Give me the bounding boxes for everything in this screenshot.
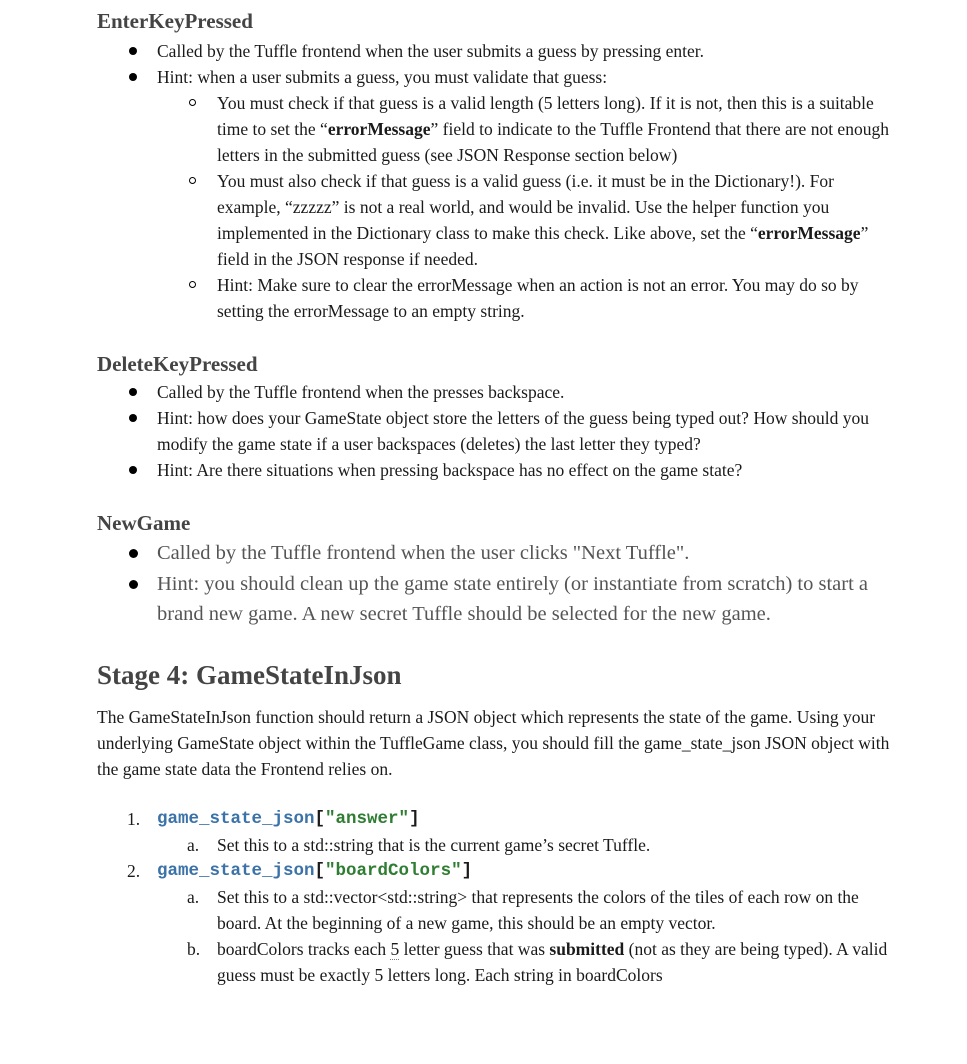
new-game-bullet-list	[97, 538, 897, 630]
list-item	[97, 806, 897, 832]
section-heading-delete-key-pressed: DeleteKeyPressed	[97, 352, 258, 376]
list-item-text: Set this to a std::vector<std::string> that represents the colors of the tiles of each row on the board. At the beginning of a new game, this should be an empty vector.	[217, 886, 859, 933]
list-item-text: Called by the Tuffle frontend when the user submits a guess by pressing enter.	[157, 41, 704, 61]
list-item	[97, 538, 897, 569]
code-bracket: ]	[409, 808, 420, 829]
list-item-text: Hint: how does your GameState object store the letters of the guess being typed out? How should you modify the game state if a user backspaces (deletes) the last letter they typed?	[157, 408, 870, 454]
code-identifier: game_state_json	[157, 808, 315, 829]
enter-bullet-list	[97, 38, 897, 324]
hollow-bullet-icon	[189, 99, 196, 106]
list-item	[97, 457, 897, 483]
code-bracket: [	[314, 808, 326, 829]
stage-4-numbered-list	[97, 806, 897, 988]
list-item	[97, 405, 897, 457]
text: boardColors tracks each	[217, 938, 391, 959]
list-letter: a.	[187, 886, 200, 907]
list-item	[97, 858, 897, 884]
bold-term: errorMessage	[327, 119, 431, 139]
list-item	[97, 379, 897, 405]
list-item-text: Hint: when a user submits a guess, you must validate that guess:	[157, 67, 608, 87]
bullet-icon	[129, 466, 137, 474]
list-item	[97, 832, 897, 858]
bullet-icon	[129, 549, 138, 558]
code-bracket: ]	[461, 860, 473, 881]
bullet-icon	[129, 47, 137, 55]
bullet-icon	[129, 388, 137, 396]
stage-4-intro-paragraph: The GameStateInJson function should return a JSON object which represents the state of the game. Using your underlying GameState object within the TuffleGame class, you should fill the game_state_json JSON object with the game state data the Frontend relies on.	[97, 706, 890, 779]
list-item	[97, 884, 897, 936]
document-page	[97, 6, 897, 988]
list-number: 1.	[127, 808, 141, 829]
list-item	[97, 272, 897, 324]
list-item	[97, 90, 897, 168]
list-item	[97, 936, 897, 988]
bold-term: submitted	[549, 938, 625, 959]
section-heading-enter-key-pressed: EnterKeyPressed	[97, 9, 253, 33]
text: ” field to indicate to the Tuffle Frontend that there are not enough letters in the submitted guess (see JSON Response section below)	[217, 119, 889, 165]
code-bracket: [	[314, 860, 326, 881]
text: You must check if that guess is a valid length (5 letters long). If it is not, then this is a suitable time to set the “	[217, 93, 874, 139]
hollow-bullet-icon	[189, 281, 196, 288]
text: You must also check if that guess is a valid guess (i.e. it must be in the Dictionary!). For example, “zzzzz” is not a real world, and would be invalid. Use the helper function you implemented in the Dictionary class to make this check. Like above, set the “	[217, 171, 834, 243]
list-letter: a.	[187, 834, 200, 855]
hollow-bullet-icon	[189, 177, 196, 184]
code-string-key: "answer"	[325, 808, 410, 829]
list-item-text: Called by the Tuffle frontend when the presses backspace.	[157, 382, 565, 402]
list-item	[97, 64, 897, 90]
list-item-text: Called by the Tuffle frontend when the user clicks "Next Tuffle".	[157, 542, 690, 564]
list-item-text: Hint: you should clean up the game state entirely (or instantiate from scratch) to start a brand new game. A new secret Tuffle should be selected for the new game.	[157, 572, 869, 625]
list-item	[97, 168, 897, 272]
bullet-icon	[129, 73, 137, 81]
text: letter guess that was	[399, 938, 550, 959]
list-item	[97, 569, 897, 630]
code-string-key: "boardColors"	[325, 860, 462, 881]
text: Hint: Make sure to clear the errorMessage when an action is not an error. You may do so by setting the errorMessage to an empty string.	[217, 275, 859, 321]
section-heading-stage-4: Stage 4: GameStateInJson	[97, 659, 402, 690]
bullet-icon	[129, 414, 137, 422]
section-heading-new-game: NewGame	[97, 511, 191, 535]
list-number: 2.	[127, 860, 141, 881]
text: (not as they are being typed). A valid guess must be exactly 5 letters long. Each string in boardColors	[217, 938, 888, 985]
bullet-icon	[129, 580, 138, 589]
bold-term: errorMessage	[757, 223, 861, 243]
text: ” field in the JSON response if needed.	[217, 223, 869, 269]
list-item	[97, 38, 897, 64]
list-item-text: Hint: Are there situations when pressing backspace has no effect on the game state?	[157, 460, 743, 480]
delete-bullet-list	[97, 379, 897, 483]
code-identifier: game_state_json	[157, 860, 315, 881]
list-letter: b.	[187, 938, 201, 959]
list-item-text: Set this to a std::string that is the current game’s secret Tuffle.	[217, 834, 651, 855]
underlined-number: 5	[390, 938, 400, 959]
